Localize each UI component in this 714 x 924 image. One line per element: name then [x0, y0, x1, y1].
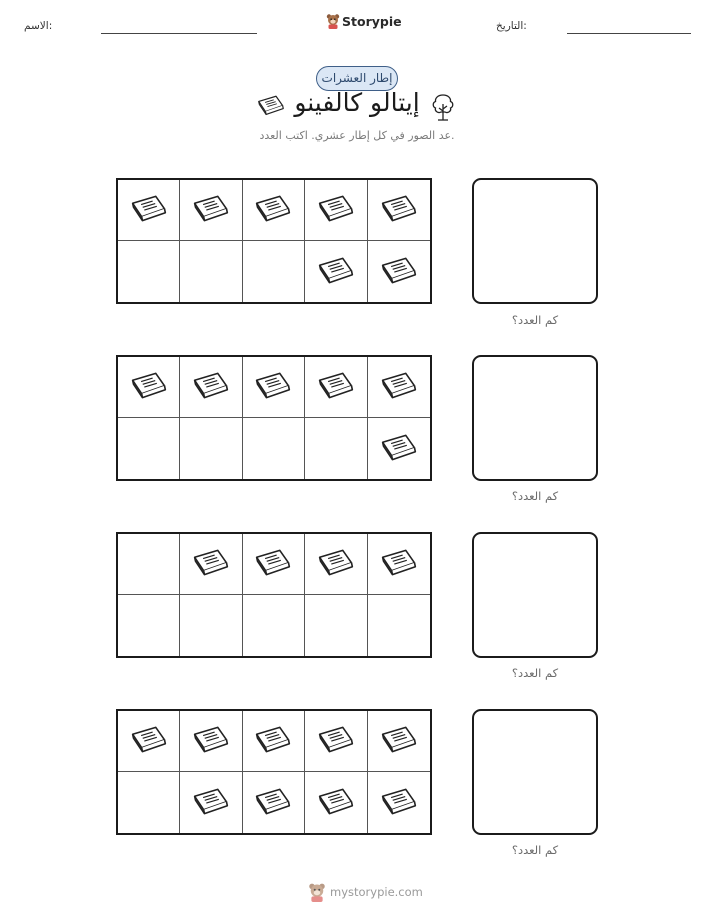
footer — [308, 882, 423, 902]
book-icon — [129, 723, 169, 759]
book-icon — [379, 369, 419, 405]
frame-cell-empty — [118, 241, 180, 302]
name-line[interactable] — [101, 33, 257, 34]
frame-cell-empty — [118, 772, 180, 833]
frame-cell-empty — [368, 595, 430, 656]
frame-cell-filled — [180, 711, 242, 772]
name-label: الاسم: — [24, 20, 53, 32]
book-icon — [191, 723, 231, 759]
frame-cell-filled — [305, 534, 367, 595]
frame-cell-filled — [243, 357, 305, 418]
book-icon — [129, 369, 169, 405]
book-icon — [316, 254, 356, 290]
frame-cell-filled — [368, 180, 430, 241]
frame-cell-filled — [118, 180, 180, 241]
answer-box-4[interactable] — [472, 709, 598, 835]
book-icon — [316, 369, 356, 405]
book-icon — [129, 192, 169, 228]
book-icon — [379, 192, 419, 228]
book-icon — [253, 546, 293, 582]
frame-cell-filled — [305, 180, 367, 241]
answer-box-2[interactable] — [472, 355, 598, 481]
frame-cell-filled — [368, 534, 430, 595]
frame-cell-filled — [305, 772, 367, 833]
book-icon — [253, 192, 293, 228]
brand-name: Storypie — [342, 13, 402, 29]
book-icon — [316, 785, 356, 821]
frame-cell-filled — [180, 180, 242, 241]
frame-cell-empty — [118, 534, 180, 595]
book-icon — [253, 723, 293, 759]
book-icon — [379, 431, 419, 467]
frame-cell-filled — [305, 711, 367, 772]
ten-frame-1 — [116, 178, 432, 304]
frame-cell-filled — [118, 357, 180, 418]
book-icon — [379, 546, 419, 582]
brand-logo — [326, 13, 402, 29]
frame-cell-empty — [118, 418, 180, 479]
date-label: التاريخ: — [496, 20, 527, 32]
answer-box-1[interactable] — [472, 178, 598, 304]
frame-cell-filled — [243, 534, 305, 595]
book-icon — [191, 785, 231, 821]
book-icon — [316, 192, 356, 228]
frame-cell-filled — [243, 772, 305, 833]
frame-cell-empty — [180, 241, 242, 302]
frame-cell-filled — [368, 711, 430, 772]
frame-cell-filled — [368, 357, 430, 418]
bear-mascot-icon — [308, 882, 326, 902]
question-label-2: كم العدد؟ — [511, 489, 559, 503]
book-icon — [191, 369, 231, 405]
frame-cell-filled — [368, 418, 430, 479]
question-label-1: كم العدد؟ — [511, 313, 559, 327]
frame-cell-filled — [118, 711, 180, 772]
frame-cell-filled — [180, 357, 242, 418]
footer-url: mystorypie.com — [330, 885, 423, 899]
frame-cell-filled — [243, 711, 305, 772]
frame-cell-empty — [180, 595, 242, 656]
frame-cell-filled — [368, 772, 430, 833]
frame-cell-filled — [368, 241, 430, 302]
book-icon — [316, 723, 356, 759]
frame-cell-empty — [180, 418, 242, 479]
tree-icon — [430, 92, 456, 122]
book-icon — [316, 546, 356, 582]
frame-cell-filled — [305, 241, 367, 302]
frame-cell-filled — [180, 772, 242, 833]
frame-cell-empty — [243, 241, 305, 302]
answer-box-3[interactable] — [472, 532, 598, 658]
bear-mascot-icon — [326, 13, 340, 29]
book-icon — [253, 785, 293, 821]
frame-cell-filled — [180, 534, 242, 595]
page-title: إيتالو كالفينو — [294, 88, 420, 117]
instructions: عد الصور في كل إطار عشري. اكتب العدد. — [259, 129, 455, 142]
frame-cell-empty — [243, 418, 305, 479]
ten-frame-3 — [116, 532, 432, 658]
book-icon — [379, 254, 419, 290]
book-icon — [379, 785, 419, 821]
book-icon — [191, 192, 231, 228]
ten-frame-2 — [116, 355, 432, 481]
frame-cell-empty — [305, 418, 367, 479]
frame-cell-empty — [243, 595, 305, 656]
frame-cell-filled — [305, 357, 367, 418]
book-icon — [379, 723, 419, 759]
date-line[interactable] — [567, 33, 691, 34]
ten-frame-4 — [116, 709, 432, 835]
frame-cell-empty — [305, 595, 367, 656]
frame-cell-filled — [243, 180, 305, 241]
question-label-3: كم العدد؟ — [511, 666, 559, 680]
book-icon — [191, 546, 231, 582]
book-icon — [253, 369, 293, 405]
topic-badge: إطار العشرات — [316, 66, 398, 91]
frame-cell-empty — [118, 595, 180, 656]
question-label-4: كم العدد؟ — [511, 843, 559, 857]
